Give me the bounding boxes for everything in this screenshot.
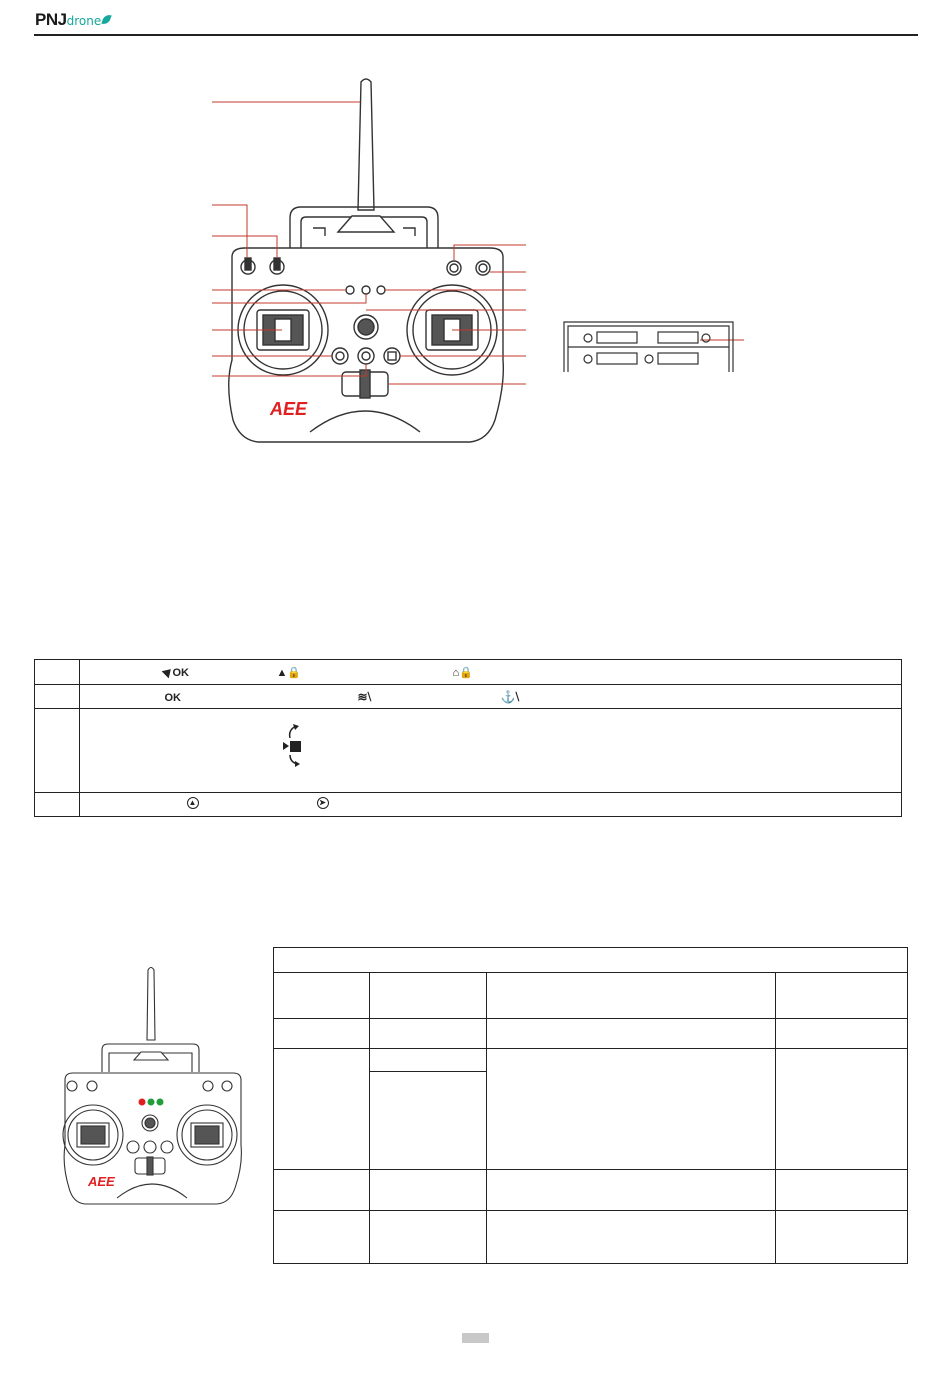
antenna-icon xyxy=(358,79,374,210)
auto-mode-icon: ▲ xyxy=(187,797,199,809)
gimbal-tilt-icon xyxy=(278,722,308,768)
brand-logo xyxy=(35,10,110,30)
leaf-icon xyxy=(102,13,112,26)
led-status-table xyxy=(273,947,908,1264)
ok-label: OK xyxy=(164,691,181,704)
brand-sub-text: drone xyxy=(66,14,102,28)
home-lock-icon: ⌂🔒 xyxy=(452,666,473,679)
small-remote-diagram xyxy=(55,960,255,1210)
table-row xyxy=(35,685,902,709)
fly-ok-icon xyxy=(163,667,190,679)
icon-table xyxy=(34,659,902,817)
gps-signal-icon: ⚓⧵ xyxy=(500,689,520,704)
brand-main-text: PNJ xyxy=(35,10,67,29)
wifi-signal-icon: ≋⧵ xyxy=(357,689,372,704)
led-green-icon xyxy=(157,1099,164,1106)
table-row xyxy=(274,1170,908,1211)
battery-icon xyxy=(564,322,733,372)
led-green-icon xyxy=(148,1099,155,1106)
table-row xyxy=(274,948,908,973)
table-row xyxy=(35,660,902,685)
led-red-icon xyxy=(139,1099,146,1106)
aee-logo: AEE xyxy=(270,399,308,419)
aee-logo: AEE xyxy=(88,1174,115,1189)
table-row xyxy=(35,709,902,793)
fly-ok-label: OK xyxy=(172,666,189,679)
manual-mode-icon: ➤ xyxy=(317,797,329,809)
table-row xyxy=(274,973,908,1019)
table-row xyxy=(274,1019,908,1049)
lock-icon: ▲🔒 xyxy=(276,666,302,679)
table-row xyxy=(274,1211,908,1264)
table-row xyxy=(274,1049,908,1072)
header-divider xyxy=(34,34,918,36)
page-number-tab xyxy=(462,1333,489,1343)
remote-controller-diagram xyxy=(0,70,950,460)
table-row xyxy=(35,793,902,817)
